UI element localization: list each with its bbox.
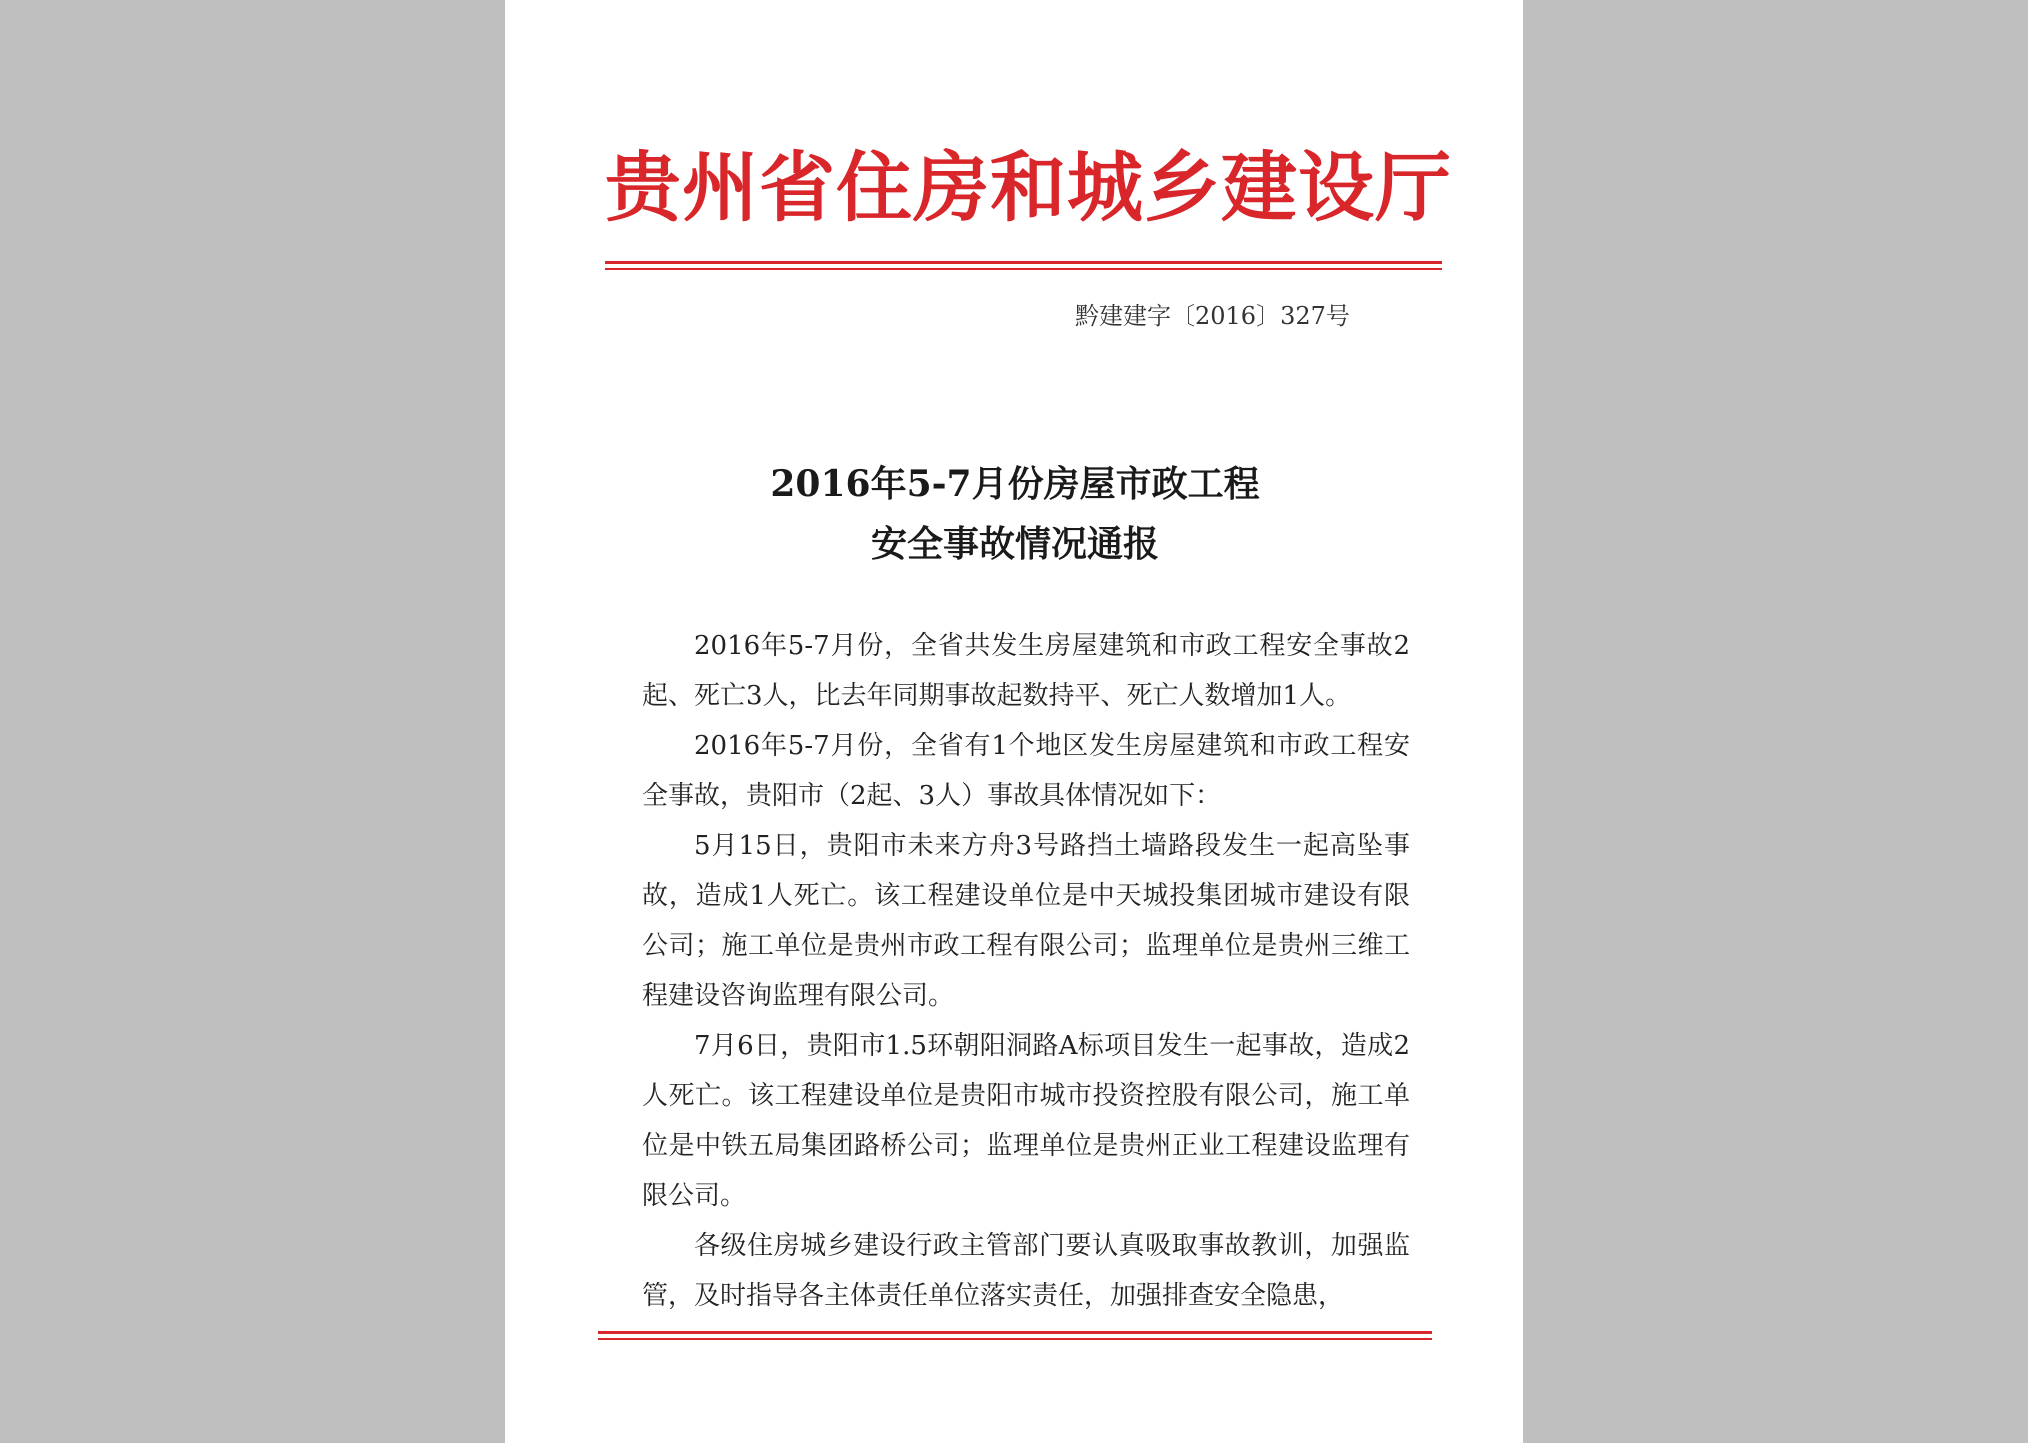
paragraph: 各级住房城乡建设行政主管部门要认真吸取事故教训，加强监管，及时指导各主体责任单位落实责任，加强排查安全隐患，	[642, 1231, 1410, 1311]
footer-rule-thick	[598, 1331, 1432, 1334]
document-page	[505, 0, 1523, 1443]
document-body	[642, 621, 1410, 1321]
document-number: 黔建建字〔2016〕327号	[1075, 302, 1350, 330]
paragraph: 7月6日，贵阳市1.5环朝阳洞路A标项目发生一起事故，造成2人死亡。该工程建设单位是贵阳市城市投资控股有限公司，施工单位是中铁五局集团路桥公司；监理单位是贵州正业工程建设监理有限公司。	[642, 1031, 1410, 1211]
document-title-line-2: 安全事故情况通报	[870, 523, 1159, 565]
paragraph: 2016年5-7月份，全省共发生房屋建筑和市政工程安全事故2起、死亡3人，比去年同期事故起数持平、死亡人数增加1人。	[642, 631, 1410, 711]
letterhead-rule-thick	[605, 261, 1442, 264]
paragraph: 5月15日，贵阳市未来方舟3号路挡土墙路段发生一起高坠事故，造成1人死亡。该工程建设单位是中天城投集团城市建设有限公司；施工单位是贵州市政工程有限公司；监理单位是贵州三维工程建设咨询监理有限公司。	[642, 831, 1410, 1011]
footer-rule-thin	[598, 1338, 1432, 1340]
letterhead-title: 贵州省住房和城乡建设厅	[605, 143, 1452, 232]
document-title-line-1: 2016年5-7月份房屋市政工程	[770, 463, 1260, 505]
letterhead-rule-thin	[605, 268, 1442, 270]
document-title	[605, 454, 1425, 574]
paragraph: 2016年5-7月份，全省有1个地区发生房屋建筑和市政工程安全事故，贵阳市（2起、3人）事故具体情况如下：	[642, 731, 1410, 811]
